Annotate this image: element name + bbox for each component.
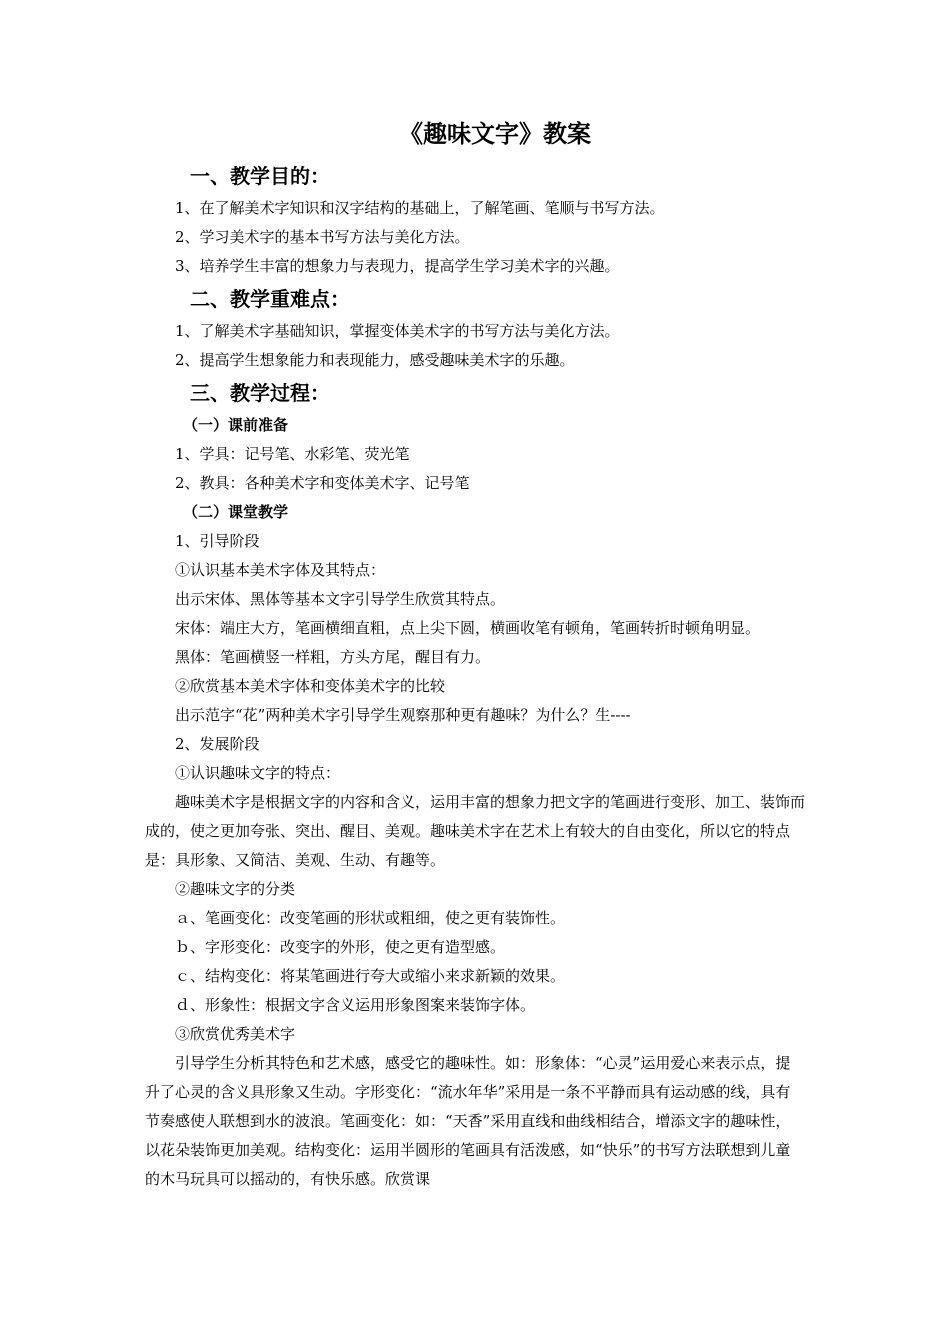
preparation-item: 2、教具：各种美术字和变体美术字、记号笔 bbox=[175, 474, 470, 492]
subsection-heading-preparation: （一）课前准备 bbox=[183, 416, 289, 434]
subsection-heading-classroom: （二）课堂教学 bbox=[183, 503, 289, 521]
paragraph: ②欣赏基本美术字体和变体美术字的比较 bbox=[175, 677, 446, 695]
paragraph: 出示范字“花”两种美术字引导学生观察那种更有趣味？为什么？生---- bbox=[175, 706, 631, 724]
paragraph: ③欣赏优秀美术字 bbox=[175, 1025, 296, 1043]
paragraph: ②趣味文字的分类 bbox=[175, 880, 296, 898]
paragraph: 趣味美术字是根据文字的内容和含义，运用丰富的想象力把文字的笔画进行变形、加工、装饰而成的，使之更加夸张、突出、醒目、美观。趣味美术字在艺术上有较大的自由变化，所以它的特点是：具形象、又简洁、美观、生动、有趣等。 bbox=[145, 793, 806, 869]
paragraph: ｂ、字形变化：改变字的外形，使之更有造型感。 bbox=[175, 938, 506, 956]
section-heading-process: 三、教学过程： bbox=[190, 381, 330, 405]
paragraph: 引导学生分析其特色和艺术感，感受它的趣味性。如：形象体：“心灵”运用爱心来表示点，提升了心灵的含义具形象又生动。字形变化：“流水年华”采用是一条不平静而具有运动感的线，具有节奏感使人联想到水的波浪。笔画变化：如：“天香”采用直线和曲线相结合，增添文字的趣味性，以花朵装饰更加美观。结构变化：运用半圆形的笔画具有活泼感，如“快乐”的书写方法联想到儿童的木马玩具可以摇动的，有快乐感。欣赏课 bbox=[145, 1054, 791, 1188]
paragraph: 出示宋体、黑体等基本文字引导学生欣赏其特点。 bbox=[175, 590, 506, 608]
paragraph: 1、引导阶段 bbox=[175, 532, 260, 550]
paragraph: ａ、笔画变化：改变笔画的形状或粗细，使之更有装饰性。 bbox=[175, 909, 566, 927]
paragraph: 宋体：端庄大方，笔画横细直粗，点上尖下圆，横画收笔有顿角，笔画转折时顿角明显。 bbox=[175, 619, 761, 637]
paragraph: 黑体：笔画横竖一样粗，方头方尾，醒目有力。 bbox=[175, 648, 491, 666]
section-heading-key-points: 二、教学重难点： bbox=[190, 287, 350, 311]
paragraph: 2、发展阶段 bbox=[175, 735, 260, 753]
key-point-item: 1、了解美术字基础知识，掌握变体美术字的书写方法与美化方法。 bbox=[175, 322, 620, 340]
document-title: 《趣味文字》教案 bbox=[399, 119, 591, 148]
document-page bbox=[145, 110, 805, 1194]
objective-item: 3、培养学生丰富的想象力与表现力，提高学生学习美术字的兴趣。 bbox=[175, 257, 620, 275]
paragraph: ｄ、形象性：根据文字含义运用形象图案来装饰字体。 bbox=[175, 996, 536, 1014]
preparation-item: 1、学具：记号笔、水彩笔、荧光笔 bbox=[175, 445, 410, 463]
paragraph: ①认识基本美术字体及其特点： bbox=[175, 561, 386, 579]
key-point-item: 2、提高学生想象能力和表现能力，感受趣味美术字的乐趣。 bbox=[175, 351, 575, 369]
objective-item: 2、学习美术字的基本书写方法与美化方法。 bbox=[175, 228, 470, 246]
section-heading-objectives: 一、教学目的： bbox=[190, 164, 330, 188]
paragraph: ｃ、结构变化：将某笔画进行夸大或缩小来求新颖的效果。 bbox=[175, 967, 566, 985]
paragraph: ①认识趣味文字的特点： bbox=[175, 764, 341, 782]
objective-item: 1、在了解美术字知识和汉字结构的基础上，了解笔画、笔顺与书写方法。 bbox=[175, 199, 665, 217]
